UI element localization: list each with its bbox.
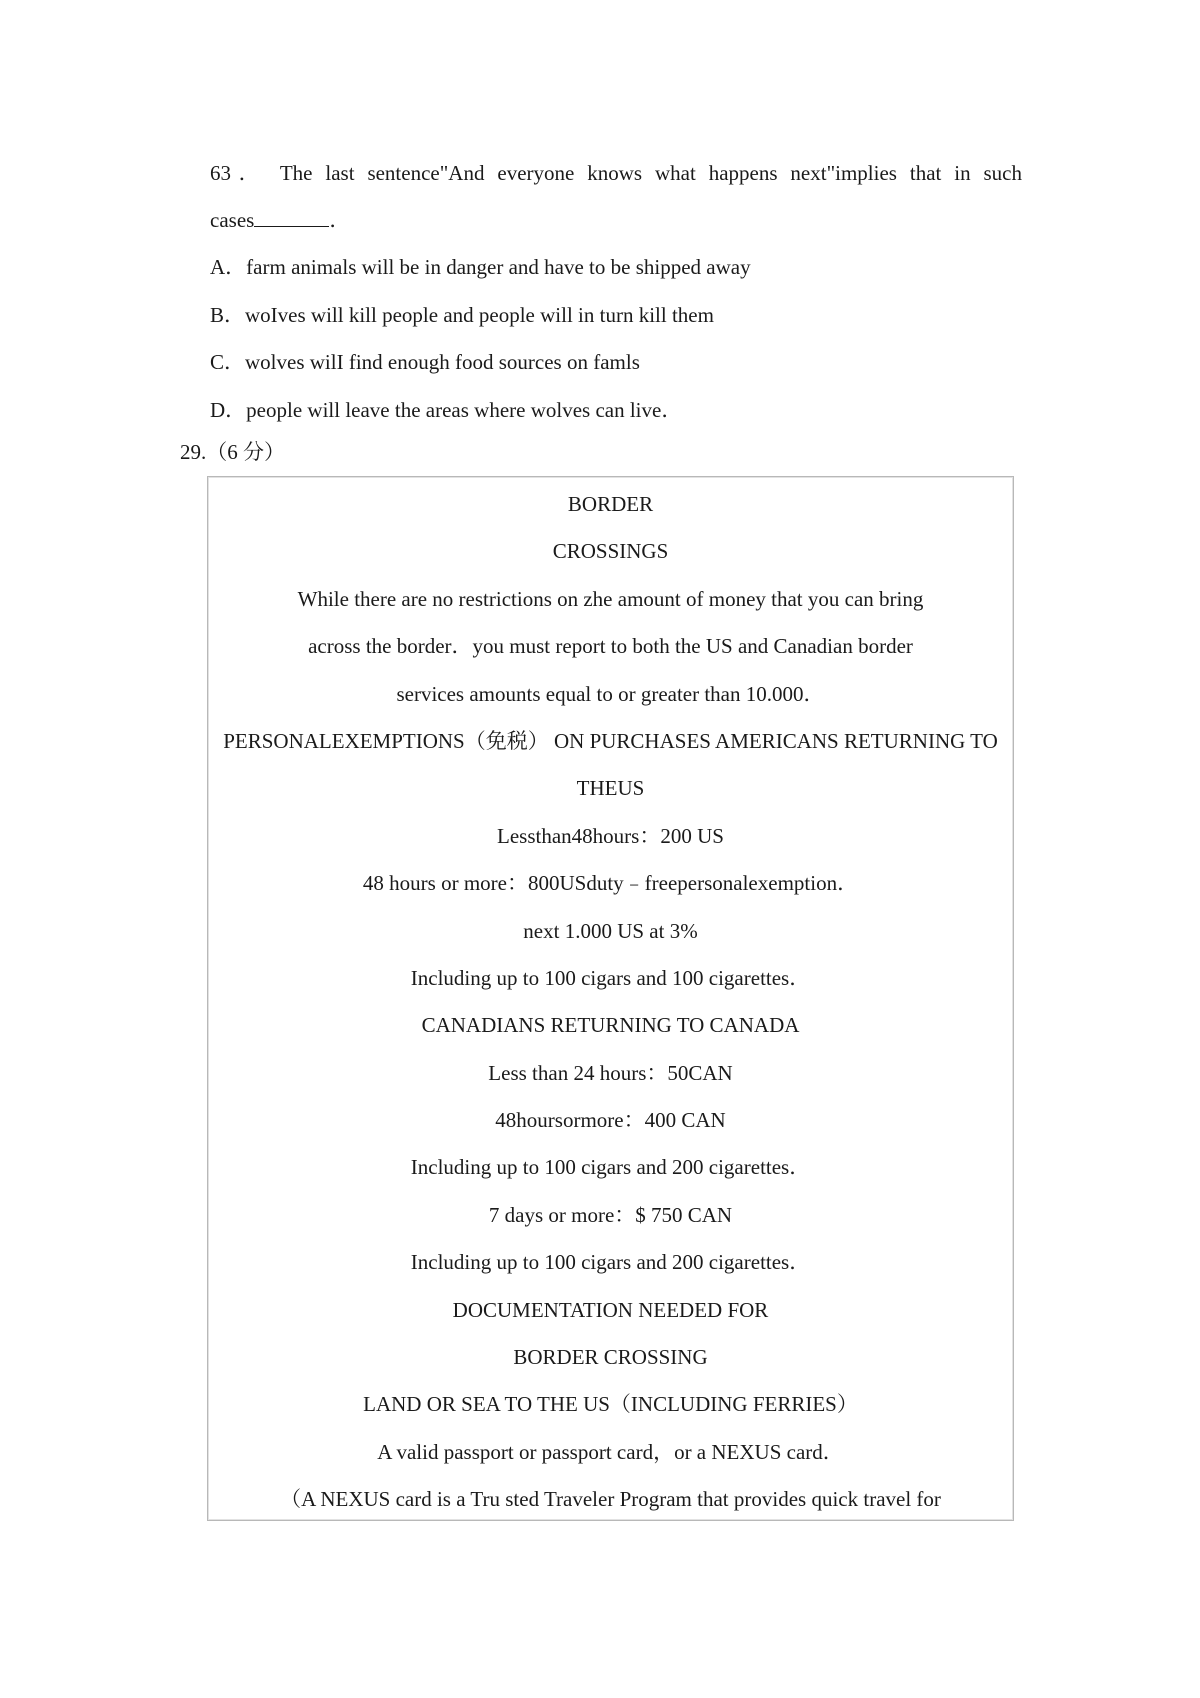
question-63-stem-line1: 63． The last sentence"And everyone knows what happens next"implies that in such	[210, 161, 1022, 185]
option-c	[210, 339, 1022, 387]
passage-line: services amounts equal to or greater than 10.000．	[396, 681, 825, 706]
section-heading: DOCUMENTATION NEEDED FOR	[452, 1297, 769, 1322]
section-heading: CANADIANS RETURNING TO CANADA	[421, 1013, 800, 1038]
passage-line: While there are no restrictions on zhe amount of money that you can bring	[297, 586, 924, 611]
passage-line: Including up to 100 cigars and 200 cigarettes．	[410, 1250, 811, 1275]
question-63-stem	[210, 150, 1022, 244]
passage-line: 7 days or more：$ 750 CAN	[488, 1202, 733, 1227]
option-letter: C．	[210, 350, 246, 374]
option-a	[210, 244, 1022, 292]
option-d	[210, 387, 1022, 435]
option-letter: A．	[210, 255, 247, 279]
question-29-label: 29.（6 分）	[180, 440, 285, 464]
answer-blank	[254, 208, 329, 227]
passage-line: Less than 24 hours：50CAN	[488, 1060, 733, 1085]
stem-line2-prefix: cases	[210, 208, 255, 232]
option-text: wolves wilI find enough food sources on famls	[245, 350, 640, 374]
section-heading: BORDER CROSSING	[513, 1345, 708, 1370]
passage-title-line1: BORDER	[567, 492, 654, 516]
passage-line: （A NEXUS card is a Tru sted Traveler Program that provides quick travel for	[280, 1487, 941, 1512]
option-text: woIves will kill people and people will in turn kill them	[245, 302, 714, 327]
option-text: farm animals will be in danger and have to be shipped away	[246, 255, 751, 279]
question-63-stem-line2	[210, 208, 350, 232]
section-heading: THEUS	[576, 776, 645, 801]
passage-line: A valid passport or passport card，or a NEXUS card．	[377, 1439, 844, 1464]
stem-line2-suffix: ．	[329, 208, 351, 232]
passage-line: Including up to 100 cigars and 100 cigarettes．	[410, 965, 811, 990]
option-b	[210, 292, 1022, 340]
option-letter: D．	[210, 397, 247, 422]
passage-lines	[208, 481, 1013, 1521]
passage-line: Lessthan48hours：200 US	[497, 823, 724, 848]
passage-box	[207, 476, 1014, 1521]
section-heading: PERSONALEXEMPTIONS（免税） ON PURCHASES AMERICANS RETURNING TO	[223, 728, 998, 753]
passage-line: 48 hours or more：800USduty﹣freepersonalexemption．	[362, 871, 859, 896]
passage-line: across the border．you must report to both the US and Canadian border	[308, 634, 913, 659]
passage-title-line2: CROSSINGS	[552, 539, 669, 564]
option-text: people will leave the areas where wolves can live．	[246, 397, 683, 422]
question-63	[210, 150, 1022, 434]
passage-line: next 1.000 US at 3%	[523, 918, 698, 943]
passage-line: LAND OR SEA TO THE US（INCLUDING FERRIES）	[363, 1392, 858, 1417]
option-letter: B．	[210, 302, 246, 327]
passage-line: 48hoursormore：400 CAN	[495, 1108, 726, 1133]
passage-line: Including up to 100 cigars and 200 cigarettes．	[410, 1155, 811, 1180]
